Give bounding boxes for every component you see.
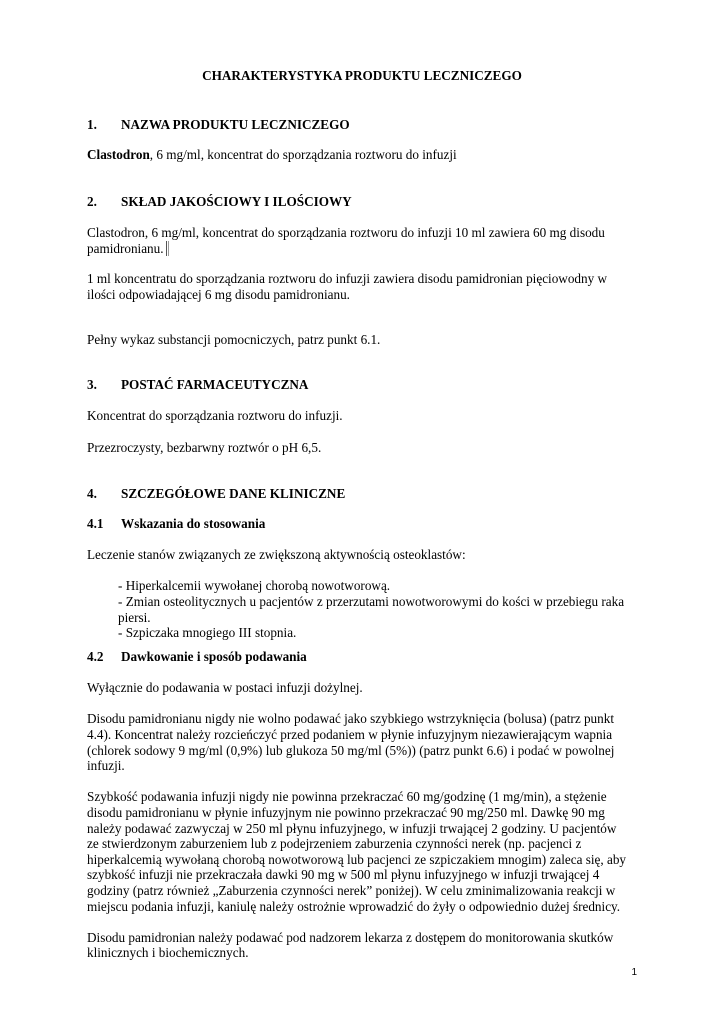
supervision-line: klinicznych i biochemicznych. (87, 945, 249, 960)
dilution-line: (chlorek sodowy 9 mg/ml (0,9%) lub glukoza 50 mg/ml (5%)) (patrz punkt 6.6) i podać w powolnej (87, 743, 615, 758)
indication-item-continued: piersi. (118, 610, 151, 625)
infusion-rate-line: należy podawać zazwyczaj w 250 ml płynu infuzyjnego, w infuzji trwającej 2 godziny. U pacjentów (87, 821, 617, 836)
dilution-line: 4.4). Koncentrat należy rozcieńczyć przed podaniem w płynie infuzyjnym niezawierającym wapnia (87, 727, 613, 742)
dilution-line: infuzji. (87, 758, 125, 773)
concentrate-line-1: 1 ml koncentratu do sporządzania roztworu do infuzji zawiera disodu pamidronian pięciowodny w (87, 271, 608, 286)
excipients-reference: Pełny wykaz substancji pomocniczych, patrz punkt 6.1. (87, 332, 381, 347)
section-1-number: 1. (87, 117, 97, 132)
product-name: Clastodron (87, 147, 150, 162)
product-name-line (87, 146, 457, 163)
section-3-title: POSTAĆ FARMACEUTYCZNA (121, 377, 309, 392)
dilution-line: Disodu pamidronianu nigdy nie wolno podawać jako szybkiego wstrzyknięcia (bolusa) (patrz punkt (87, 711, 615, 726)
composition-line-2 (87, 240, 169, 257)
administration-route: Wyłącznie do podawania w postaci infuzji dożylnej. (87, 680, 363, 695)
indication-item: - Hiperkalcemii wywołanej chorobą nowotworową. (118, 578, 391, 593)
text-cursor-mark (166, 241, 169, 256)
section-4-2-title: Dawkowanie i sposób podawania (121, 649, 307, 664)
section-4-1-title: Wskazania do stosowania (121, 516, 266, 531)
composition-line-2-text: pamidronianu. (87, 241, 164, 256)
section-1-title: NAZWA PRODUKTU LECZNICZEGO (121, 117, 350, 132)
infusion-rate-line: hiperkalcemią wywołaną chorobą nowotworową lub pacjenci ze szpiczakiem mnogim) zaleca się, aby (87, 852, 627, 867)
concentrate-line-2: ilości odpowiadającej 6 mg disodu pamidronianu. (87, 287, 350, 302)
infusion-rate-line: disodu pamidronianu w płynie infuzyjnym nie powinno przekraczać 90 mg/250 ml. Dawkę 90 mg (87, 805, 605, 820)
section-4-1-number: 4.1 (87, 516, 104, 531)
infusion-rate-line: godziny (patrz również „Zaburzenia czynności nerek” poniżej). W celu zminimalizowania reakcji w (87, 883, 616, 898)
infusion-rate-line: Szybkość podawania infuzji nigdy nie powinna przekraczać 60 mg/godzinę (1 mg/min), a stężenie (87, 789, 607, 804)
infusion-rate-line: miejscu podania infuzji, kaniulę należy ostrożnie wprowadzić do żyły o odpowiednio dużej średnicy. (87, 899, 621, 914)
infusion-rate-line: ze stwierdzonym zaburzeniem lub z podejrzeniem zaburzenia czynności nerek (np. pacjenci z (87, 836, 582, 851)
document-title: CHARAKTERYSTYKA PRODUKTU LECZNICZEGO (202, 68, 522, 83)
page-number: 1 (631, 967, 637, 978)
section-3-number: 3. (87, 377, 97, 392)
product-name-rest: , 6 mg/ml, koncentrat do sporządzania roztworu do infuzji (149, 147, 457, 162)
section-4-2-number: 4.2 (87, 649, 104, 664)
indication-item: - Zmian osteolitycznych u pacjentów z przerzutami nowotworowymi do kości w przebiegu raka (118, 594, 625, 609)
infusion-rate-line: szybkość infuzji nie przekraczała dawki 90 mg w 500 ml płynu infuzyjnego w infuzji trwającej 4 (87, 867, 600, 882)
supervision-line: Disodu pamidronian należy podawać pod nadzorem lekarza z dostępem do monitorowania skutków (87, 930, 614, 945)
section-4-number: 4. (87, 486, 97, 501)
indication-item: - Szpiczaka mnogiego III stopnia. (118, 625, 297, 640)
section-4-title: SZCZEGÓŁOWE DANE KLINICZNE (121, 486, 346, 501)
form-paragraph-2: Przezroczysty, bezbarwny roztwór o pH 6,5. (87, 440, 322, 455)
form-paragraph-1: Koncentrat do sporządzania roztworu do infuzji. (87, 408, 343, 423)
section-2-number: 2. (87, 194, 97, 209)
composition-line-1: Clastodron, 6 mg/ml, koncentrat do sporządzania roztworu do infuzji 10 ml zawiera 60 mg disodu (87, 225, 605, 240)
section-2-title: SKŁAD JAKOŚCIOWY I ILOŚCIOWY (121, 194, 352, 209)
indications-intro: Leczenie stanów związanych ze zwiększoną aktywnością osteoklastów: (87, 547, 466, 562)
